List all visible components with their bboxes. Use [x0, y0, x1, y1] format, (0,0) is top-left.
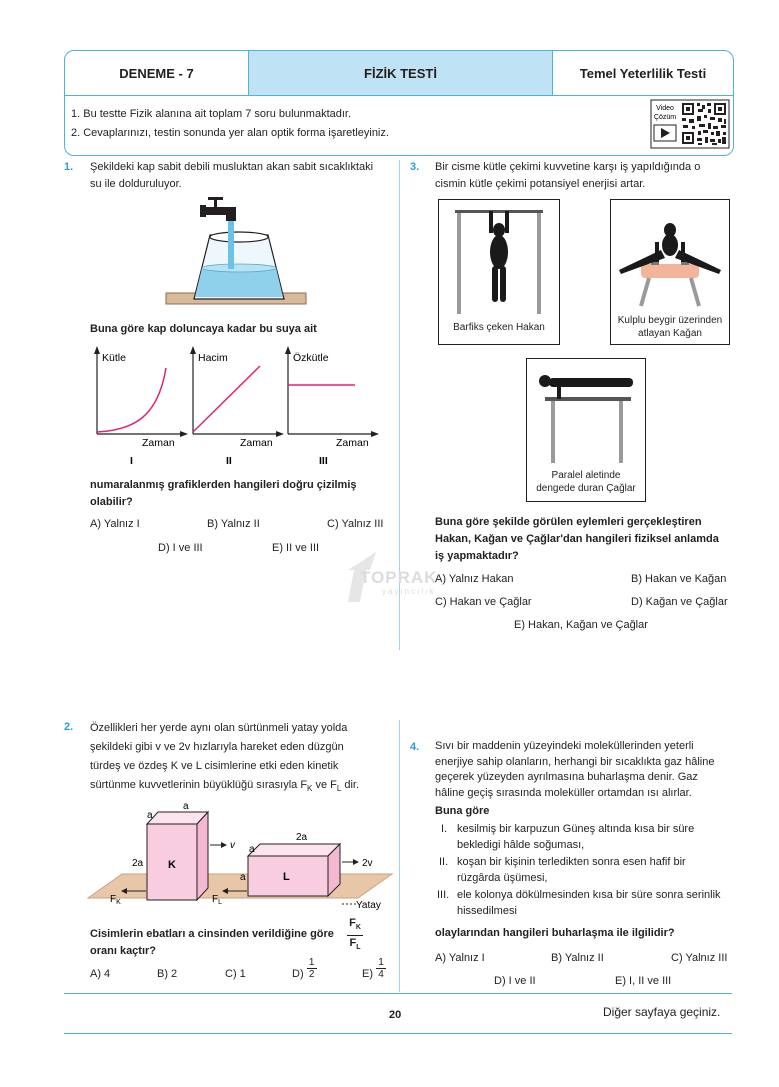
q2-ratio-fraction [347, 916, 363, 955]
pic-barfiks-caption: Barfiks çeken Hakan [453, 322, 545, 333]
graph-1-ylabel: Kütle [102, 352, 126, 364]
q2-line-3: türdeş ve özdeş K ve L cisimlerine etki eden kinetik [90, 760, 339, 772]
k-top-a: a [183, 801, 189, 812]
q3-stem [435, 159, 735, 193]
block-k [147, 812, 208, 900]
q4-stem [435, 739, 735, 801]
q1-option-b[interactable]: B) Yalnız II [207, 518, 260, 530]
test-name: FİZİK TESTİ [249, 51, 553, 95]
q4-option-e[interactable]: E) I, II ve III [615, 975, 672, 987]
k-label: K [168, 859, 176, 871]
l-top-2a: 2a [296, 832, 308, 843]
option-e-fraction: $\frac{1}{4}$ [376, 957, 386, 980]
option-d-fraction: $\frac{1}{2}$ [307, 957, 317, 980]
q1-line-2: su ile dolduruluyor. [90, 178, 182, 190]
watermark-brand: TOPRAK [360, 568, 438, 587]
q2-line-1: Özellikleri her yerde aynı olan sürtünmeli yatay yolda [90, 722, 348, 734]
q4-line-3: geçerek yüzeyden ayrılmasına buharlaşma denir. Gaz [435, 771, 698, 783]
q1-option-d[interactable]: D) I ve III [158, 542, 203, 554]
q4-item-3: III. ele kolonya dökülmesinden kısa bir süre sonra serinlik hissedilmesi [437, 889, 721, 917]
header-row [65, 51, 733, 96]
pic-parallel-bars [526, 358, 646, 502]
q3-line-2: cismin kütle çekimi potansiyel enerjisi artar. [435, 178, 646, 190]
q2-option-e[interactable]: E) $\frac{1}{4}$ [362, 968, 386, 980]
footer-line-top [64, 993, 732, 994]
graph-2-xlabel: Zaman [240, 437, 273, 449]
q2-question-2: oranı kaçtır? [90, 945, 157, 957]
k-height-2a: 2a [132, 858, 144, 869]
q4-option-b[interactable]: B) Yalnız II [551, 952, 604, 964]
fk-label: $F_K$ [110, 894, 121, 906]
graph-2 [190, 346, 284, 467]
graph-1-curve [97, 368, 166, 432]
test-type: Temel Yeterlilik Testi [579, 65, 707, 81]
ratio-denominator: $F_L$ [349, 937, 361, 952]
k-side-a: a [147, 810, 153, 821]
pic-pommel-caption [611, 314, 729, 340]
q1-number: 1. [64, 161, 74, 173]
hanging-person-icon [489, 211, 509, 302]
q1-stem [90, 159, 390, 193]
pic-pommel-horse [610, 199, 730, 345]
q2-line-2: şekildeki gibi v ve 2v hızlarıyla hareket eden düzgün [90, 741, 344, 753]
q2-number: 2. [64, 721, 74, 733]
graph-2-ylabel: Hacim [198, 352, 228, 364]
q3-option-c[interactable]: C) Hakan ve Çağlar [435, 596, 532, 608]
cozum-label: Çözüm [653, 114, 677, 121]
graph-3-xlabel: Zaman [336, 437, 369, 449]
pic-barfiks [438, 199, 560, 345]
graph-2-roman: II [226, 455, 232, 467]
q3-option-b[interactable]: B) Hakan ve Kağan [631, 573, 727, 585]
q4-option-c[interactable]: C) Yalnız III [671, 952, 728, 964]
q3-question [435, 514, 735, 565]
q4-option-a[interactable]: A) Yalnız I [435, 952, 485, 964]
pic-parallel-caption-1: Paralel aletinde [551, 470, 621, 481]
graph-1 [94, 346, 188, 467]
block-l [248, 844, 340, 896]
pic-pommel-caption-2: atlayan Kağan [638, 328, 702, 339]
q1-question-1: numaralanmış grafiklerden hangileri doğru çizilmiş [90, 479, 357, 491]
graph-2-line [193, 366, 260, 432]
graph-1-xlabel: Zaman [142, 437, 175, 449]
q3-question-2: Hakan, Kağan ve Çağlar'dan hangileri fiziksel anlamda [435, 533, 719, 545]
q3-question-3: iş yapmaktadır? [435, 550, 519, 562]
q1-question [90, 477, 390, 511]
balancing-person-icon [539, 375, 633, 399]
q3-option-a[interactable]: A) Yalnız Hakan [435, 573, 514, 585]
next-page-note: Diğer sayfaya geçiniz. [603, 1005, 721, 1019]
q3-question-1: Buna göre şekilde görülen eylemleri gerçekleştiren [435, 516, 702, 528]
graph-3 [285, 346, 379, 467]
q1-faucet-container-figure [160, 193, 310, 313]
l-label: L [283, 871, 290, 883]
q3-option-d[interactable]: D) Kağan ve Çağlar [631, 596, 728, 608]
fl-label: $F_L$ [212, 894, 223, 906]
q4-line-2: enerjiye sahip olanların, herhangi bir sıcaklıkta gaz hâline [435, 755, 715, 768]
q2-option-a[interactable]: A) 4 [90, 968, 111, 980]
footer-line-bottom [64, 1033, 732, 1034]
pic-parallel-caption-2: dengede duran Çağlar [536, 483, 636, 494]
q2-line-4: sürtünme kuvvetlerinin büyüklüğü sırasıyla $F_K$ ve $F_L$ dir. [90, 779, 360, 794]
q3-number: 3. [410, 161, 420, 173]
instruction-2: 2. Cevaplarınızı, testin sonunda yer alan optik forma işaretleyiniz. [71, 127, 389, 139]
l-height-a: a [240, 872, 246, 883]
q2-option-d[interactable]: D) $\frac{1}{2}$ [292, 968, 317, 980]
video-label: Video [656, 105, 674, 112]
graph-3-ylabel: Özkütle [293, 352, 329, 364]
video-solution-qr[interactable] [650, 99, 730, 149]
q2-option-b[interactable]: B) 2 [157, 968, 178, 980]
q1-option-a[interactable]: A) Yalnız I [90, 518, 140, 530]
q1-graphs [90, 346, 390, 470]
q1-question-2: olabilir? [90, 496, 133, 508]
test-header [64, 50, 734, 156]
faucet-icon [200, 197, 236, 221]
ratio-numerator: $F_K$ [347, 916, 363, 936]
deneme-label: DENEME - 7 [65, 51, 249, 95]
watermark-sub: yayıncılık [382, 587, 436, 596]
q4-prompt: Buna göre [435, 805, 490, 817]
q1-line-1: Şekildeki kap sabit debili musluktan akan sabit sıcaklıktaki [90, 161, 374, 173]
q4-line-1: Sıvı bir maddenin yüzeyindeki moleküllerinden yeterli [435, 740, 694, 752]
k-velocity: v [230, 840, 235, 851]
q4-question: olaylarından hangileri buharlaşma ile ilgilidir? [435, 927, 675, 939]
q3-option-e[interactable]: E) Hakan, Kağan ve Çağlar [514, 619, 648, 631]
q4-line-4: hâline geçiş sırasında moleküller ortamdan ısı alırlar. [435, 786, 692, 799]
q1-prompt: Buna göre kap doluncaya kadar bu suya ait [90, 323, 317, 335]
q4-option-d[interactable]: D) I ve II [494, 975, 536, 987]
q2-stem [90, 719, 395, 798]
yatay-label: Yatay [356, 900, 381, 911]
q4-item-1: I. kesilmiş bir karpuzun Güneş altında kısa bir süre bekledigi hâlde soğuması, [441, 823, 695, 851]
graph-3-roman: III [319, 455, 328, 467]
q4-item-2: II. koşan bir kişinin terledikten sonra esen hafif bir rüzgârda üşümesi, [439, 856, 686, 884]
pic-pommel-caption-1: Kulplu beygir üzerinden [617, 315, 723, 326]
q4-number: 4. [410, 741, 420, 753]
q1-option-e[interactable]: E) II ve III [272, 542, 320, 554]
q2-blocks-figure [80, 796, 400, 914]
q4-items [435, 822, 735, 919]
q2-question-1: Cisimlerin ebatları a cinsinden verildiğine göre [90, 928, 334, 940]
q3-line-1: Bir cisme kütle çekimi kuvvetine karşı iş yapıldığında o [435, 161, 701, 173]
l-side-a: a [249, 844, 255, 855]
pic-parallel-caption [527, 469, 645, 495]
q1-option-c[interactable]: C) Yalnız III [327, 518, 384, 530]
graph-1-roman: I [130, 455, 133, 467]
instruction-1: 1. Bu testte Fizik alanına ait toplam 7 soru bulunmaktadır. [71, 108, 352, 120]
q2-option-c[interactable]: C) 1 [225, 968, 246, 980]
page-number: 20 [389, 1009, 402, 1021]
l-velocity: 2v [362, 858, 373, 869]
